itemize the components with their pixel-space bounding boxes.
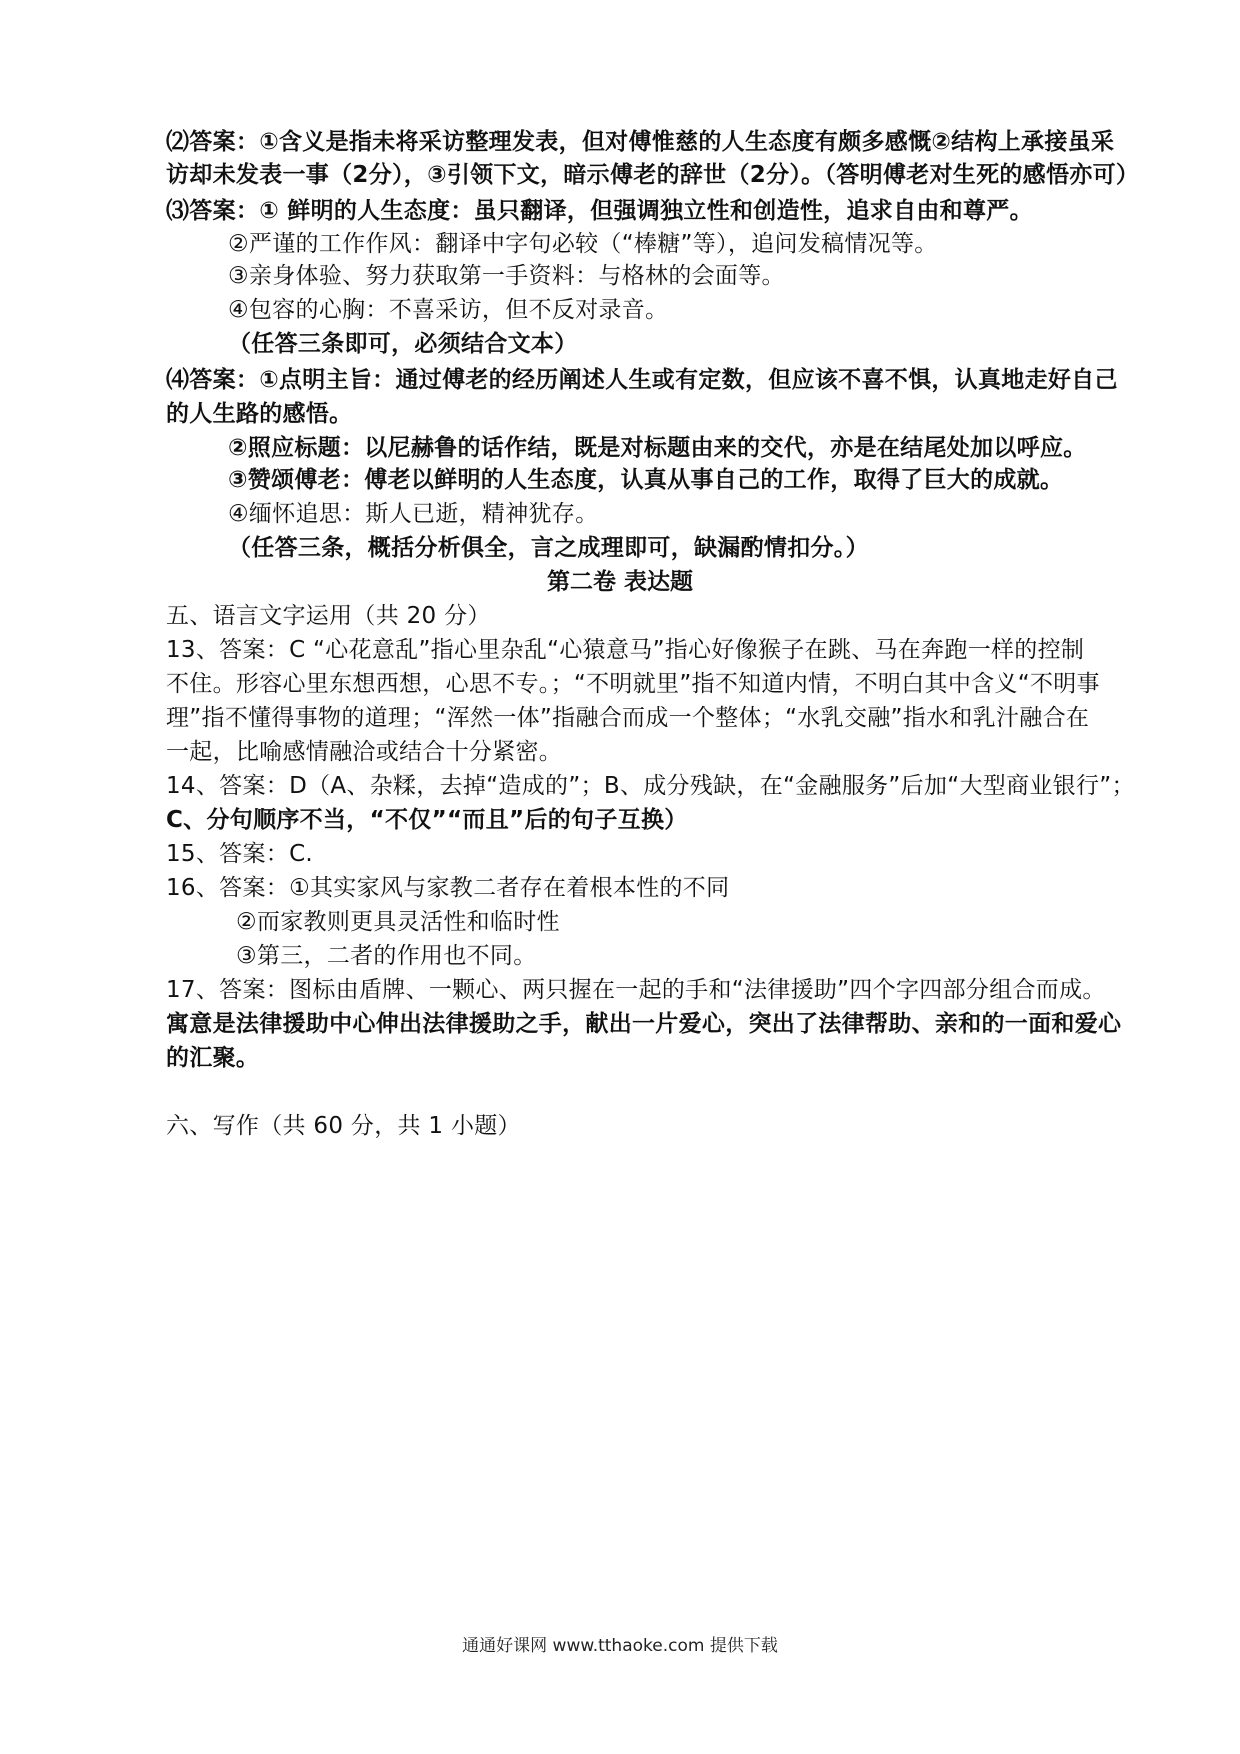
answer-17-line-3: 的汇聚。 [166, 1045, 260, 1071]
answer-3-line-1: ⑶答案：① 鲜明的人生态度：虽只翻译，但强调独立性和创造性，追求自由和尊严。 [166, 198, 1033, 224]
answer-2-line-1: ⑵答案：①含义是指未将采访整理发表，但对傅惟慈的人生态度有颇多感慨②结构上承接虽采 [166, 129, 1115, 155]
answer-13-line-1: 13、答案：C “心花意乱”指心里杂乱“心猿意马”指心好像猴子在跳、马在奔跑一样的控制 [166, 637, 1085, 663]
answer-2-line-2: 访却未发表一事（2分），③引领下文，暗示傅老的辞世（2分）。（答明傅老对生死的感悟亦可） [166, 162, 1140, 188]
answer-3-note: （任答三条即可，必须结合文本） [228, 331, 578, 357]
answer-4-line-1: ⑷答案：①点明主旨：通过傅老的经历阐述人生或有定数，但应该不喜不惧，认真地走好自己 [166, 367, 1118, 393]
section-heading: 第二卷 表达题 [546, 569, 693, 595]
answer-13-line-4: 一起，比喻感情融洽或结合十分紧密。 [166, 739, 563, 765]
answer-16-point-3: ③第三，二者的作用也不同。 [236, 943, 537, 969]
answer-4-line-2: 的人生路的感悟。 [166, 401, 353, 427]
section-six-title: 六、写作（共 60 分，共 1 小题） [166, 1113, 521, 1139]
answer-4-point-4: ④缅怀追思：斯人已逝，精神犹存。 [228, 501, 599, 527]
answer-17-line-1: 17、答案：图标由盾牌、一颗心、两只握在一起的手和“法律援助”四个字四部分组合而成。 [166, 977, 1106, 1003]
answer-13-line-2: 不住。形容心里东想西想，心思不专。；“不明就里”指不知道内情，不明白其中含义“不明事 [166, 671, 1100, 697]
answer-4-note: （任答三条，概括分析俱全，言之成理即可，缺漏酌情扣分。） [228, 535, 869, 561]
answer-3-point-4: ④包容的心胸：不喜采访，但不反对录音。 [228, 297, 669, 323]
answer-13-line-3: 理”指不懂得事物的道理；“浑然一体”指融合而成一个整体；“水乳交融”指水和乳汁融合在 [166, 705, 1090, 731]
answer-14-line-2: C、分句顺序不当，“不仅”“而且”后的句子互换） [166, 807, 688, 833]
answer-15: 15、答案：C. [166, 841, 314, 867]
answer-16-line-1: 16、答案：①其实家风与家教二者存在着根本性的不同 [166, 875, 730, 901]
answer-4-point-3: ③赞颂傅老：傅老以鲜明的人生态度，认真从事自己的工作，取得了巨大的成就。 [228, 467, 1064, 493]
answer-17-line-2: 寓意是法律援助中心伸出法律援助之手，献出一片爱心，突出了法律帮助、亲和的一面和爱心 [166, 1011, 1122, 1037]
section-five-title: 五、语言文字运用（共 20 分） [166, 603, 491, 629]
answer-3-point-3: ③亲身体验、努力获取第一手资料：与格林的会面等。 [228, 263, 785, 289]
answer-14-line-1: 14、答案：D（A、杂糅，去掉“造成的”；B、成分残缺，在“金融服务”后加“大型商业银行”； [166, 773, 1135, 799]
footer-source: 通通好课网 www.tthaoke.com 提供下载 [462, 1636, 778, 1656]
answer-4-point-2: ②照应标题：以尼赫鲁的话作结，既是对标题由来的交代，亦是在结尾处加以呼应。 [228, 435, 1087, 461]
answer-16-point-2: ②而家教则更具灵活性和临时性 [236, 909, 560, 935]
answer-3-point-2: ②严谨的工作作风：翻译中字句必较（“棒糖”等），追问发稿情况等。 [228, 231, 938, 257]
